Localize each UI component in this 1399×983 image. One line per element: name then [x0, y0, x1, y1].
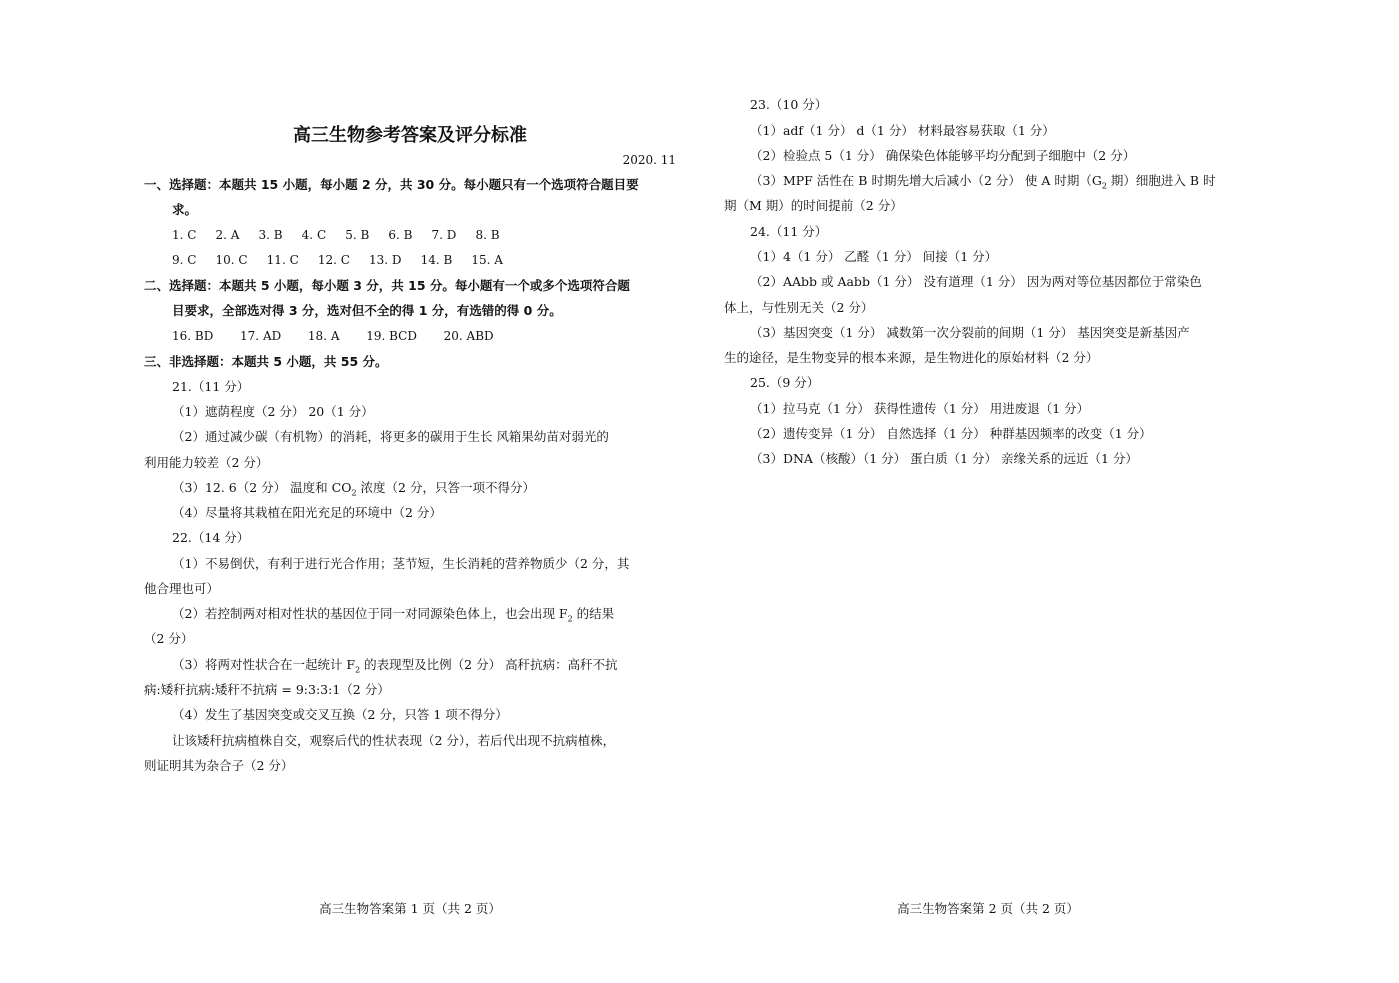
q22-answer-1: （1）不易倒伏，有利于进行光合作用；茎节短，生长消耗的营养物质少（2 分，其 — [172, 556, 630, 571]
document-date: 2020. 11 — [622, 153, 676, 167]
document-title: 高三生物参考答案及评分标准 — [293, 125, 527, 146]
answer-page-2 — [700, 0, 1399, 983]
section1-answers-row2: 9. C 10. C 11. C 12. C 13. D 14. B 15. A — [172, 253, 503, 267]
q21-answer-3: （3）12. 6（2 分） 温度和 $CO_2$ 浓度（2 分，只答一项不得分） — [172, 480, 535, 498]
q22-number: 22.（14 分） — [172, 530, 250, 545]
q24-number: 24.（11 分） — [750, 224, 828, 239]
q25-number: 25.（9 分） — [750, 375, 820, 390]
q22-answer-5-cont: 则证明其为杂合子（2 分） — [144, 758, 294, 773]
section1-answers-row1: 1. C 2. A 3. B 4. C 5. B 6. B 7. D 8. B — [172, 228, 500, 242]
q25-answer-1: （1）拉马克（1 分） 获得性遗传（1 分） 用进废退（1 分） — [750, 401, 1090, 416]
q22-answer-3: （3）将两对性状合在一起统计 $F_2$ 的表现型及比例（2 分） 高秆抗病：高秆不抗 — [172, 657, 618, 675]
page-footer-1: 高三生物答案第 1 页（共 2 页） — [319, 901, 501, 916]
section2-answers: 16. BD 17. AD 18. A 19. BCD 20. ABD — [172, 329, 494, 343]
page-footer-2: 高三生物答案第 2 页（共 2 页） — [897, 901, 1079, 916]
q21-answer-4: （4）尽量将其栽植在阳光充足的环境中（2 分） — [172, 505, 442, 520]
q21-answer-1: （1）遮荫程度（2 分） 20（1 分） — [172, 404, 374, 419]
q23-answer-3: （3）MPF 活性在 B 时期先增大后减小（2 分） 使 A 时期（$G_2$ 期）细胞进入 B 时 — [750, 173, 1216, 191]
q21-number: 21.（11 分） — [172, 379, 250, 394]
section1-heading-cont: 求。 — [172, 202, 198, 217]
section1-heading: 一、选择题：本题共 15 小题，每小题 2 分，共 30 分。每小题只有一个选项符合题目要 — [144, 177, 639, 192]
q22-answer-4: （4）发生了基因突变或交叉互换（2 分，只答 1 项不得分） — [172, 707, 508, 722]
q23-answer-1: （1）adf（1 分） d（1 分） 材料最容易获取（1 分） — [750, 123, 1055, 138]
q24-answer-2-cont: 体上，与性别无关（2 分） — [724, 300, 874, 315]
q24-answer-1: （1）4（1 分） 乙醛（1 分） 间接（1 分） — [750, 249, 998, 264]
q22-answer-3-cont: 病:矮秆抗病:矮秆不抗病 = 9:3:3:1（2 分） — [144, 682, 390, 697]
q21-answer-2-cont: 利用能力较差（2 分） — [144, 455, 269, 470]
q22-answer-5: 让该矮秆抗病植株自交，观察后代的性状表现（2 分），若后代出现不抗病植株， — [172, 733, 616, 748]
q22-answer-1-cont: 他合理也可） — [144, 581, 220, 596]
q21-answer-2: （2）通过减少碳（有机物）的消耗，将更多的碳用于生长 风箱果幼苗对弱光的 — [172, 429, 609, 444]
q24-answer-3-cont: 生的途径，是生物变异的根本来源，是生物进化的原始材料（2 分） — [724, 350, 1099, 365]
q25-answer-2: （2）遗传变异（1 分） 自然选择（1 分） 种群基因频率的改变（1 分） — [750, 426, 1152, 441]
section2-heading: 二、选择题：本题共 5 小题，每小题 3 分，共 15 分。每小题有一个或多个选项符合题 — [144, 278, 630, 293]
q25-answer-3: （3）DNA（核酸）（1 分） 蛋白质（1 分） 亲缘关系的远近（1 分） — [750, 451, 1138, 466]
q22-answer-2-cont: （2 分） — [144, 631, 194, 646]
section3-heading: 三、非选择题：本题共 5 小题，共 55 分。 — [144, 354, 388, 369]
q24-answer-3: （3）基因突变（1 分） 减数第一次分裂前的间期（1 分） 基因突变是新基因产 — [750, 325, 1190, 340]
section2-heading-cont: 目要求，全部选对得 3 分，选对但不全的得 1 分，有选错的得 0 分。 — [172, 303, 562, 318]
q24-answer-2: （2）AAbb 或 Aabb（1 分） 没有道理（1 分） 因为两对等位基因都位于常染色 — [750, 274, 1202, 289]
q23-answer-3-cont: 期（M 期）的时间提前（2 分） — [724, 198, 903, 213]
q23-number: 23.（10 分） — [750, 97, 828, 112]
q22-answer-2: （2）若控制两对相对性状的基因位于同一对同源染色体上，也会出现 $F_2$ 的结果 — [172, 606, 615, 624]
q23-answer-2: （2）检验点 5（1 分） 确保染色体能够平均分配到子细胞中（2 分） — [750, 148, 1136, 163]
